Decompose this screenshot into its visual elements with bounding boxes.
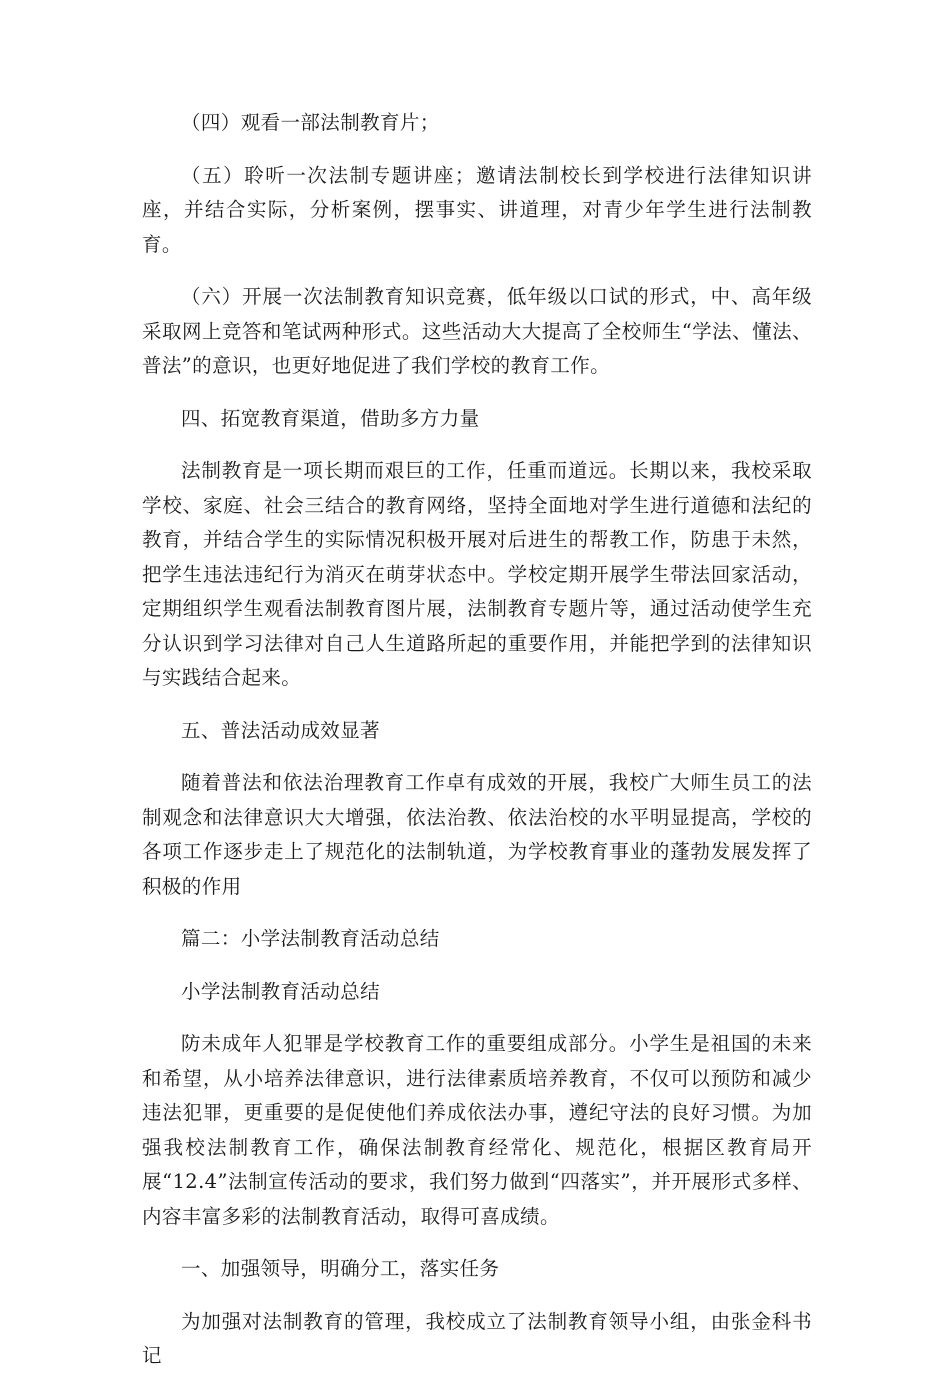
section-heading-4: 四、拓宽教育渠道，借助多方力量 bbox=[181, 406, 480, 430]
paragraph-results: 随着普法和依法治理教育工作卓有成效的开展，我校广大师生员工的法制观念和法律意识大大增强，依法治教、依法治校的水平明显提高，学校的各项工作逐步走上了规范化的法制轨道，为学校教育事业的蓬勃发展发挥了积极的作用 bbox=[142, 771, 812, 898]
section-heading-5: 五、普法活动成效显著 bbox=[181, 718, 381, 742]
paragraph-item-6: （六）开展一次法制教育知识竞赛，低年级以口试的形式，中、高年级采取网上竞答和笔试两种形式。这些活动大大提高了全校师生“学法、懂法、普法”的意识，也更好地促进了我们学校的教育工作。 bbox=[142, 285, 812, 377]
paragraph-intro: 防未成年人犯罪是学校教育工作的重要组成部分。小学生是祖国的未来和希望，从小培养法律意识，进行法律素质培养教育，不仅可以预防和减少违法犯罪，更重要的是促使他们养成依法办事，遵纪守法的良好习惯。为加强我校法制教育工作，确保法制教育经常化、规范化，根据区教育局开展“12.4”法制宣传活动的要求，我们努力做到“四落实”，并开展形式多样、内容丰富多彩的法制教育活动，取得可喜成绩。 bbox=[142, 1032, 812, 1228]
document-page bbox=[142, 106, 812, 1392]
paragraph-item-5: （五）聆听一次法制专题讲座；邀请法制校长到学校进行法律知识讲座，并结合实际，分析案例，摆事实、讲道理，对青少年学生进行法制教育。 bbox=[142, 163, 812, 256]
section-heading-1: 一、加强领导，明确分工，落实任务 bbox=[181, 1257, 500, 1280]
article-title: 小学法制教育活动总结 bbox=[181, 979, 381, 1003]
article-heading-2: 篇二：小学法制教育活动总结 bbox=[181, 927, 440, 950]
paragraph-item-4: （四）观看一部法制教育片； bbox=[181, 111, 440, 134]
paragraph-leadership: 为加强对法制教育的管理，我校成立了法制教育领导小组，由张金科书记 bbox=[142, 1309, 812, 1367]
paragraph-education-channels: 法制教育是一项长期而艰巨的工作，任重而道远。长期以来，我校采取学校、家庭、社会三结合的教育网络，坚持全面地对学生进行道德和法纪的教育，并结合学生的实际情况积极开展对后进生的帮教工作，防患于未然，把学生违法违纪行为消灭在萌芽状态中。学校定期开展学生带法回家活动，定期组织学生观看法制教育图片展，法制教育专题片等，通过活动使学生充分认识到学习法律对自己人生道路所起的重要作用，并能把学到的法律知识与实践结合起来。 bbox=[142, 459, 812, 689]
